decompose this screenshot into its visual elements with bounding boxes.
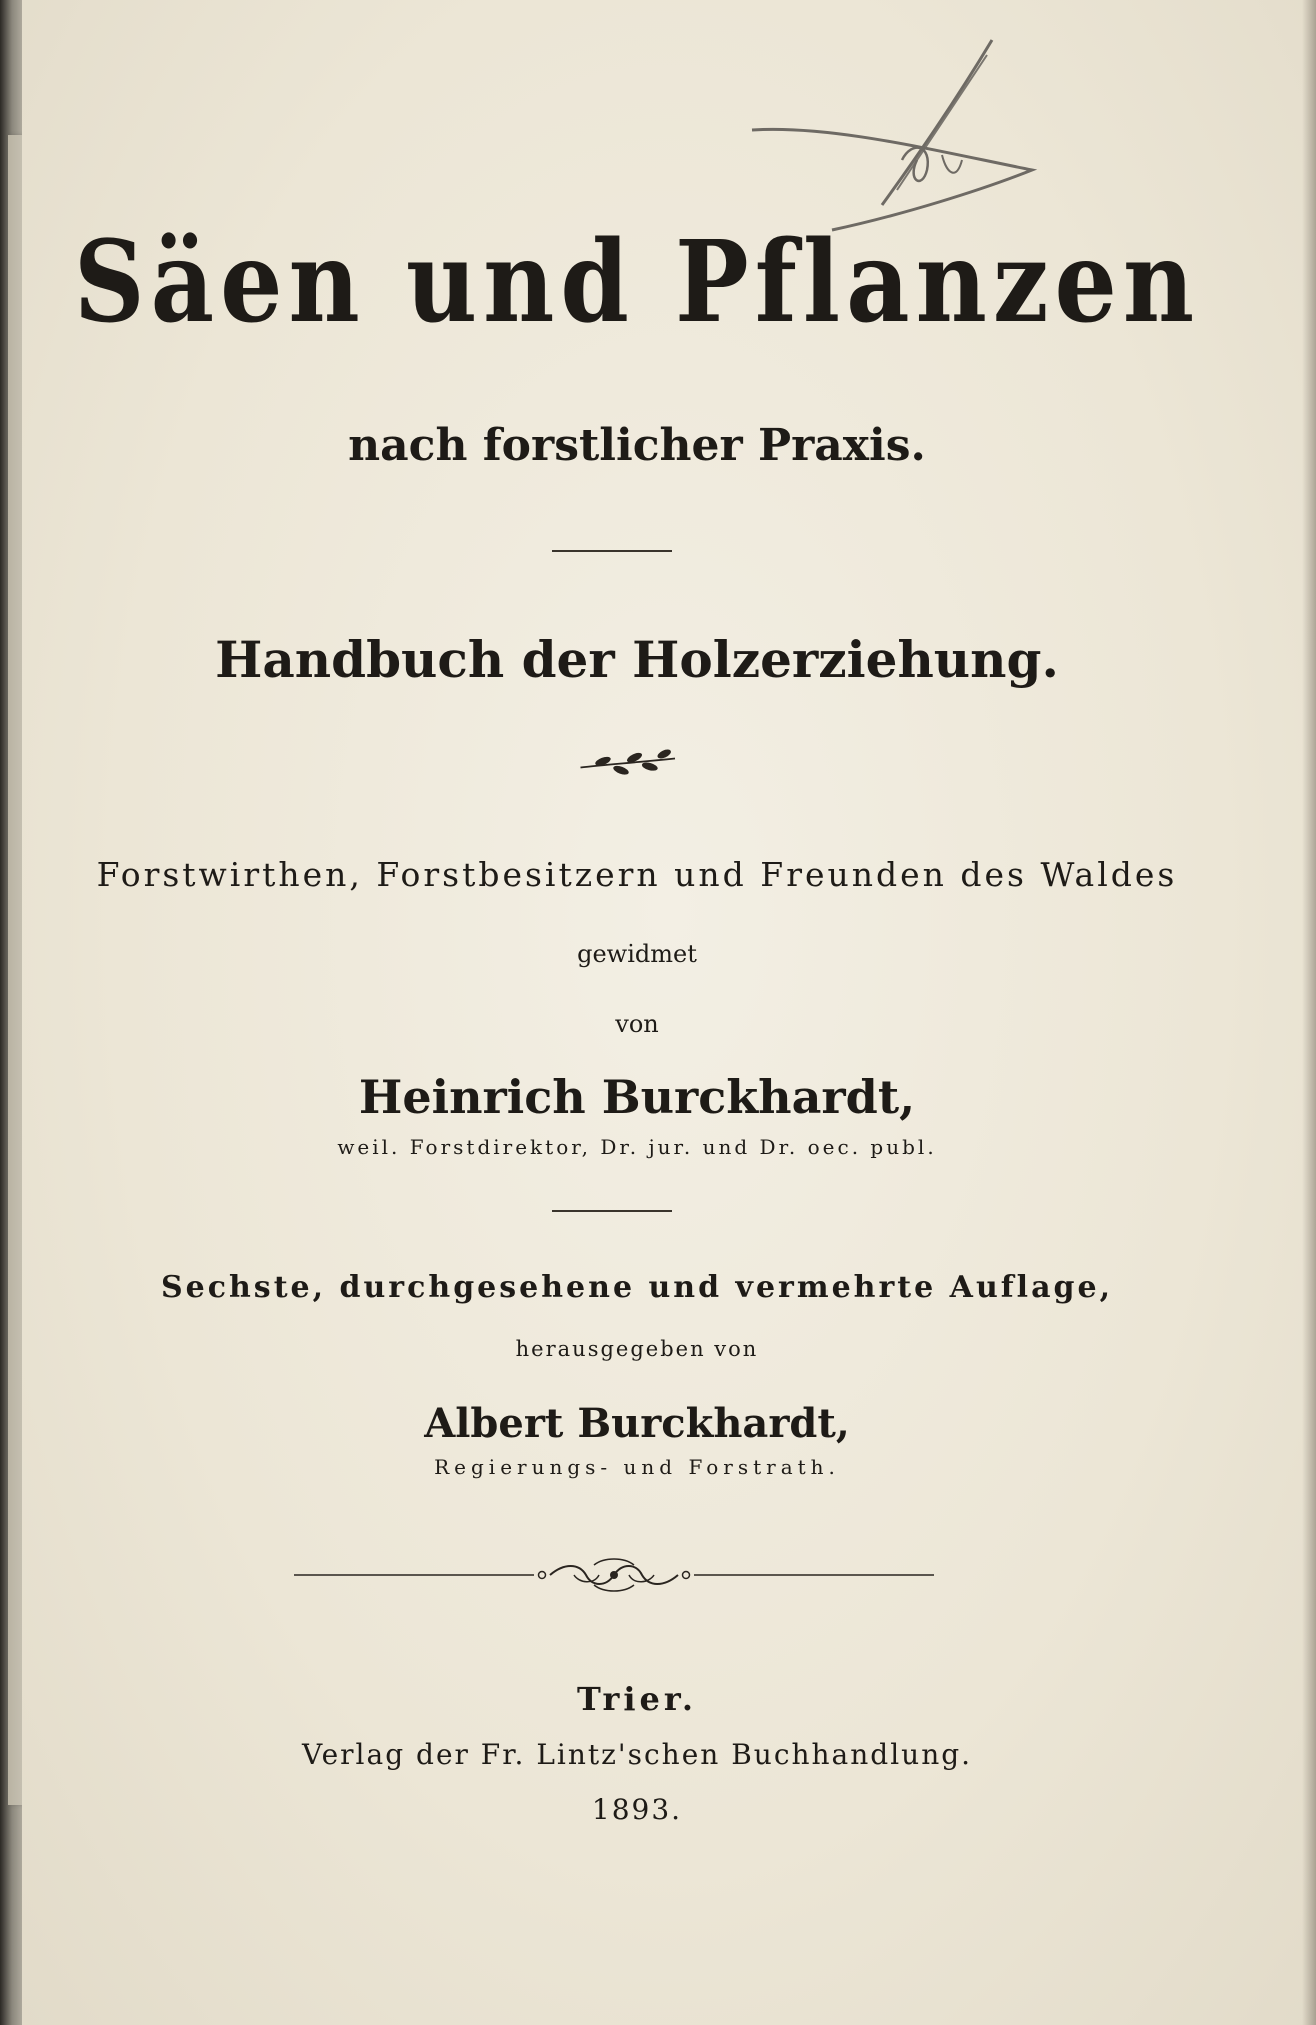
title-page <box>22 0 1316 2025</box>
handbook-title: Handbuch der Holzerziehung. <box>215 630 1059 689</box>
author-credentials: weil. Forstdirektor, Dr. jur. und Dr. oec. publ. <box>337 1135 937 1159</box>
editor-name: Albert Burckhardt, <box>424 1400 850 1447</box>
edited-by-line: herausgegeben von <box>515 1337 759 1361</box>
dedication-line: Forstwirthen, Forstbesitzern und Freunden des Waldes <box>96 855 1178 894</box>
second-divider-rule <box>552 1210 672 1212</box>
book-title: Säen und Pflanzen <box>73 216 1201 349</box>
book-subtitle: nach forstlicher Praxis. <box>348 420 926 471</box>
publication-year: 1893. <box>591 1793 683 1826</box>
pencil-signature-icon <box>732 30 1052 240</box>
leaf-sprig-ornament-icon <box>575 745 685 781</box>
author-name: Heinrich Burckhardt, <box>358 1070 916 1124</box>
edition-statement: Sechste, durchgesehene und vermehrte Auflage, <box>160 1270 1114 1305</box>
publisher-name: Verlag der Fr. Lintz'schen Buchhandlung. <box>301 1738 973 1771</box>
by-word: von <box>615 1010 659 1038</box>
dedicated-word: gewidmet <box>577 940 697 968</box>
editor-credentials: Regierungs- und Forstrath. <box>434 1455 840 1479</box>
publication-city: Trier. <box>577 1680 697 1718</box>
scroll-divider-ornament-icon <box>294 1555 934 1595</box>
short-divider-rule <box>552 550 672 552</box>
